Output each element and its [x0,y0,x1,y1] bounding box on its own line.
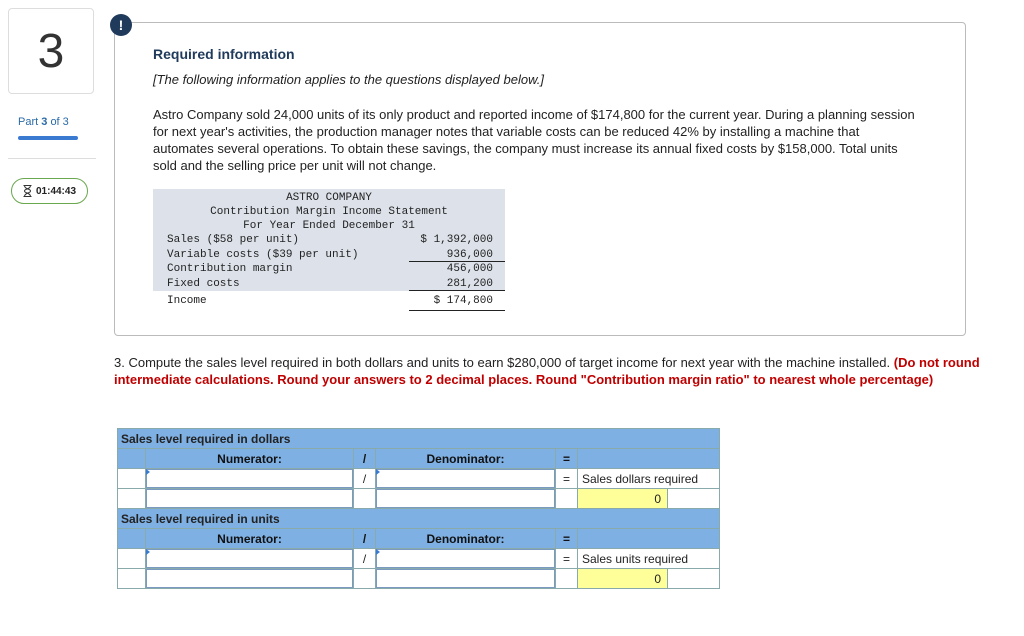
dollars-denominator-cell-2 [376,489,556,509]
units-numerator-value-input[interactable] [146,569,353,588]
statement-period: For Year Ended December 31 [243,220,415,232]
equals-sign: = [556,549,578,569]
statement-row: Fixed costs 281,200 [167,277,505,292]
dollars-numerator-value-input[interactable] [146,489,353,508]
part-progress-bar [18,136,78,140]
dollars-section-title: Sales level required in dollars [118,429,720,449]
part-current: 3 [41,116,48,128]
dollars-numerator-cell-2 [146,489,354,509]
units-numerator-cell-2 [146,569,354,589]
dropdown-marker-icon [146,549,150,555]
units-result-label: Sales units required [578,549,720,569]
dollars-row-label-cell [118,469,146,489]
dollars-denominator-cell [376,469,556,489]
units-section-title: Sales level required in units [118,509,720,529]
denominator-header: Denominator: [376,449,556,469]
units-denominator-cell-2 [376,569,556,589]
dollars-result-label: Sales dollars required [578,469,720,489]
units-denominator-cell [376,549,556,569]
question-body: 3. Compute the sales level required in both dollars and units to earn $280,000 of target income for next year with the machine installed. [114,355,891,370]
required-info-title: Required information [153,46,295,62]
answer-table [117,428,720,589]
divide-header: / [354,449,376,469]
required-info-subtitle: [The following information applies to the questions displayed below.] [153,72,544,87]
timer-value: 01:44:43 [35,185,77,197]
part-indicator [18,116,69,128]
equals-header: = [556,529,578,549]
numerator-header: Numerator: [146,449,354,469]
numerator-header: Numerator: [146,529,354,549]
sidebar-divider [8,158,96,159]
statement-row: Variable costs ($39 per unit) 936,000 [167,248,505,263]
statement-row: Contribution margin 456,000 [167,263,493,275]
units-denominator-input[interactable] [376,549,555,568]
question-instruction: (Do not round intermediate calculations. Round your answers to 2 decimal places. Round "Contribution margin ratio" to nearest whole percentage) [114,355,980,387]
equals-header: = [556,449,578,469]
dollars-result-value: 0 [578,489,668,509]
alert-icon: ! [110,14,132,36]
timer[interactable] [11,178,88,204]
question-text [114,354,984,388]
part-total: of 3 [50,116,69,128]
statement-company: ASTRO COMPANY [286,192,372,204]
statement-title: Contribution Margin Income Statement [210,206,448,218]
hourglass-icon [23,185,32,197]
dollars-numerator-cell [146,469,354,489]
question-number: 3 [8,8,94,94]
dollars-denominator-value-input[interactable] [376,489,555,508]
statement-row: Sales ($58 per unit) $ 1,392,000 [167,234,493,246]
equals-sign: = [556,469,578,489]
required-info-text: Astro Company sold 24,000 units of its only product and reported income of $174,800 for the current year. During a planning session for next year's activities, the production manager notes that variable costs can be reduced 42% by installing a machine that automates several operations. To obtain these savings, the company must increase its annual fixed costs by $158,000. Total units sold and the selling price per unit will not change. [153,107,915,173]
dropdown-marker-icon [376,549,380,555]
units-denominator-value-input[interactable] [376,569,555,588]
divide-header: / [354,529,376,549]
part-prefix: Part [18,116,39,128]
units-result-value: 0 [578,569,668,589]
dollars-denominator-input[interactable] [376,469,555,488]
dropdown-marker-icon [146,469,150,475]
divide-sign: / [354,469,376,489]
units-numerator-input[interactable] [146,549,353,568]
units-numerator-cell [146,549,354,569]
denominator-header: Denominator: [376,529,556,549]
dropdown-marker-icon [376,469,380,475]
divide-sign: / [354,549,376,569]
statement-income-row: Income $ 174,800 [153,291,505,311]
dollars-numerator-input[interactable] [146,469,353,488]
income-statement [153,189,505,311]
